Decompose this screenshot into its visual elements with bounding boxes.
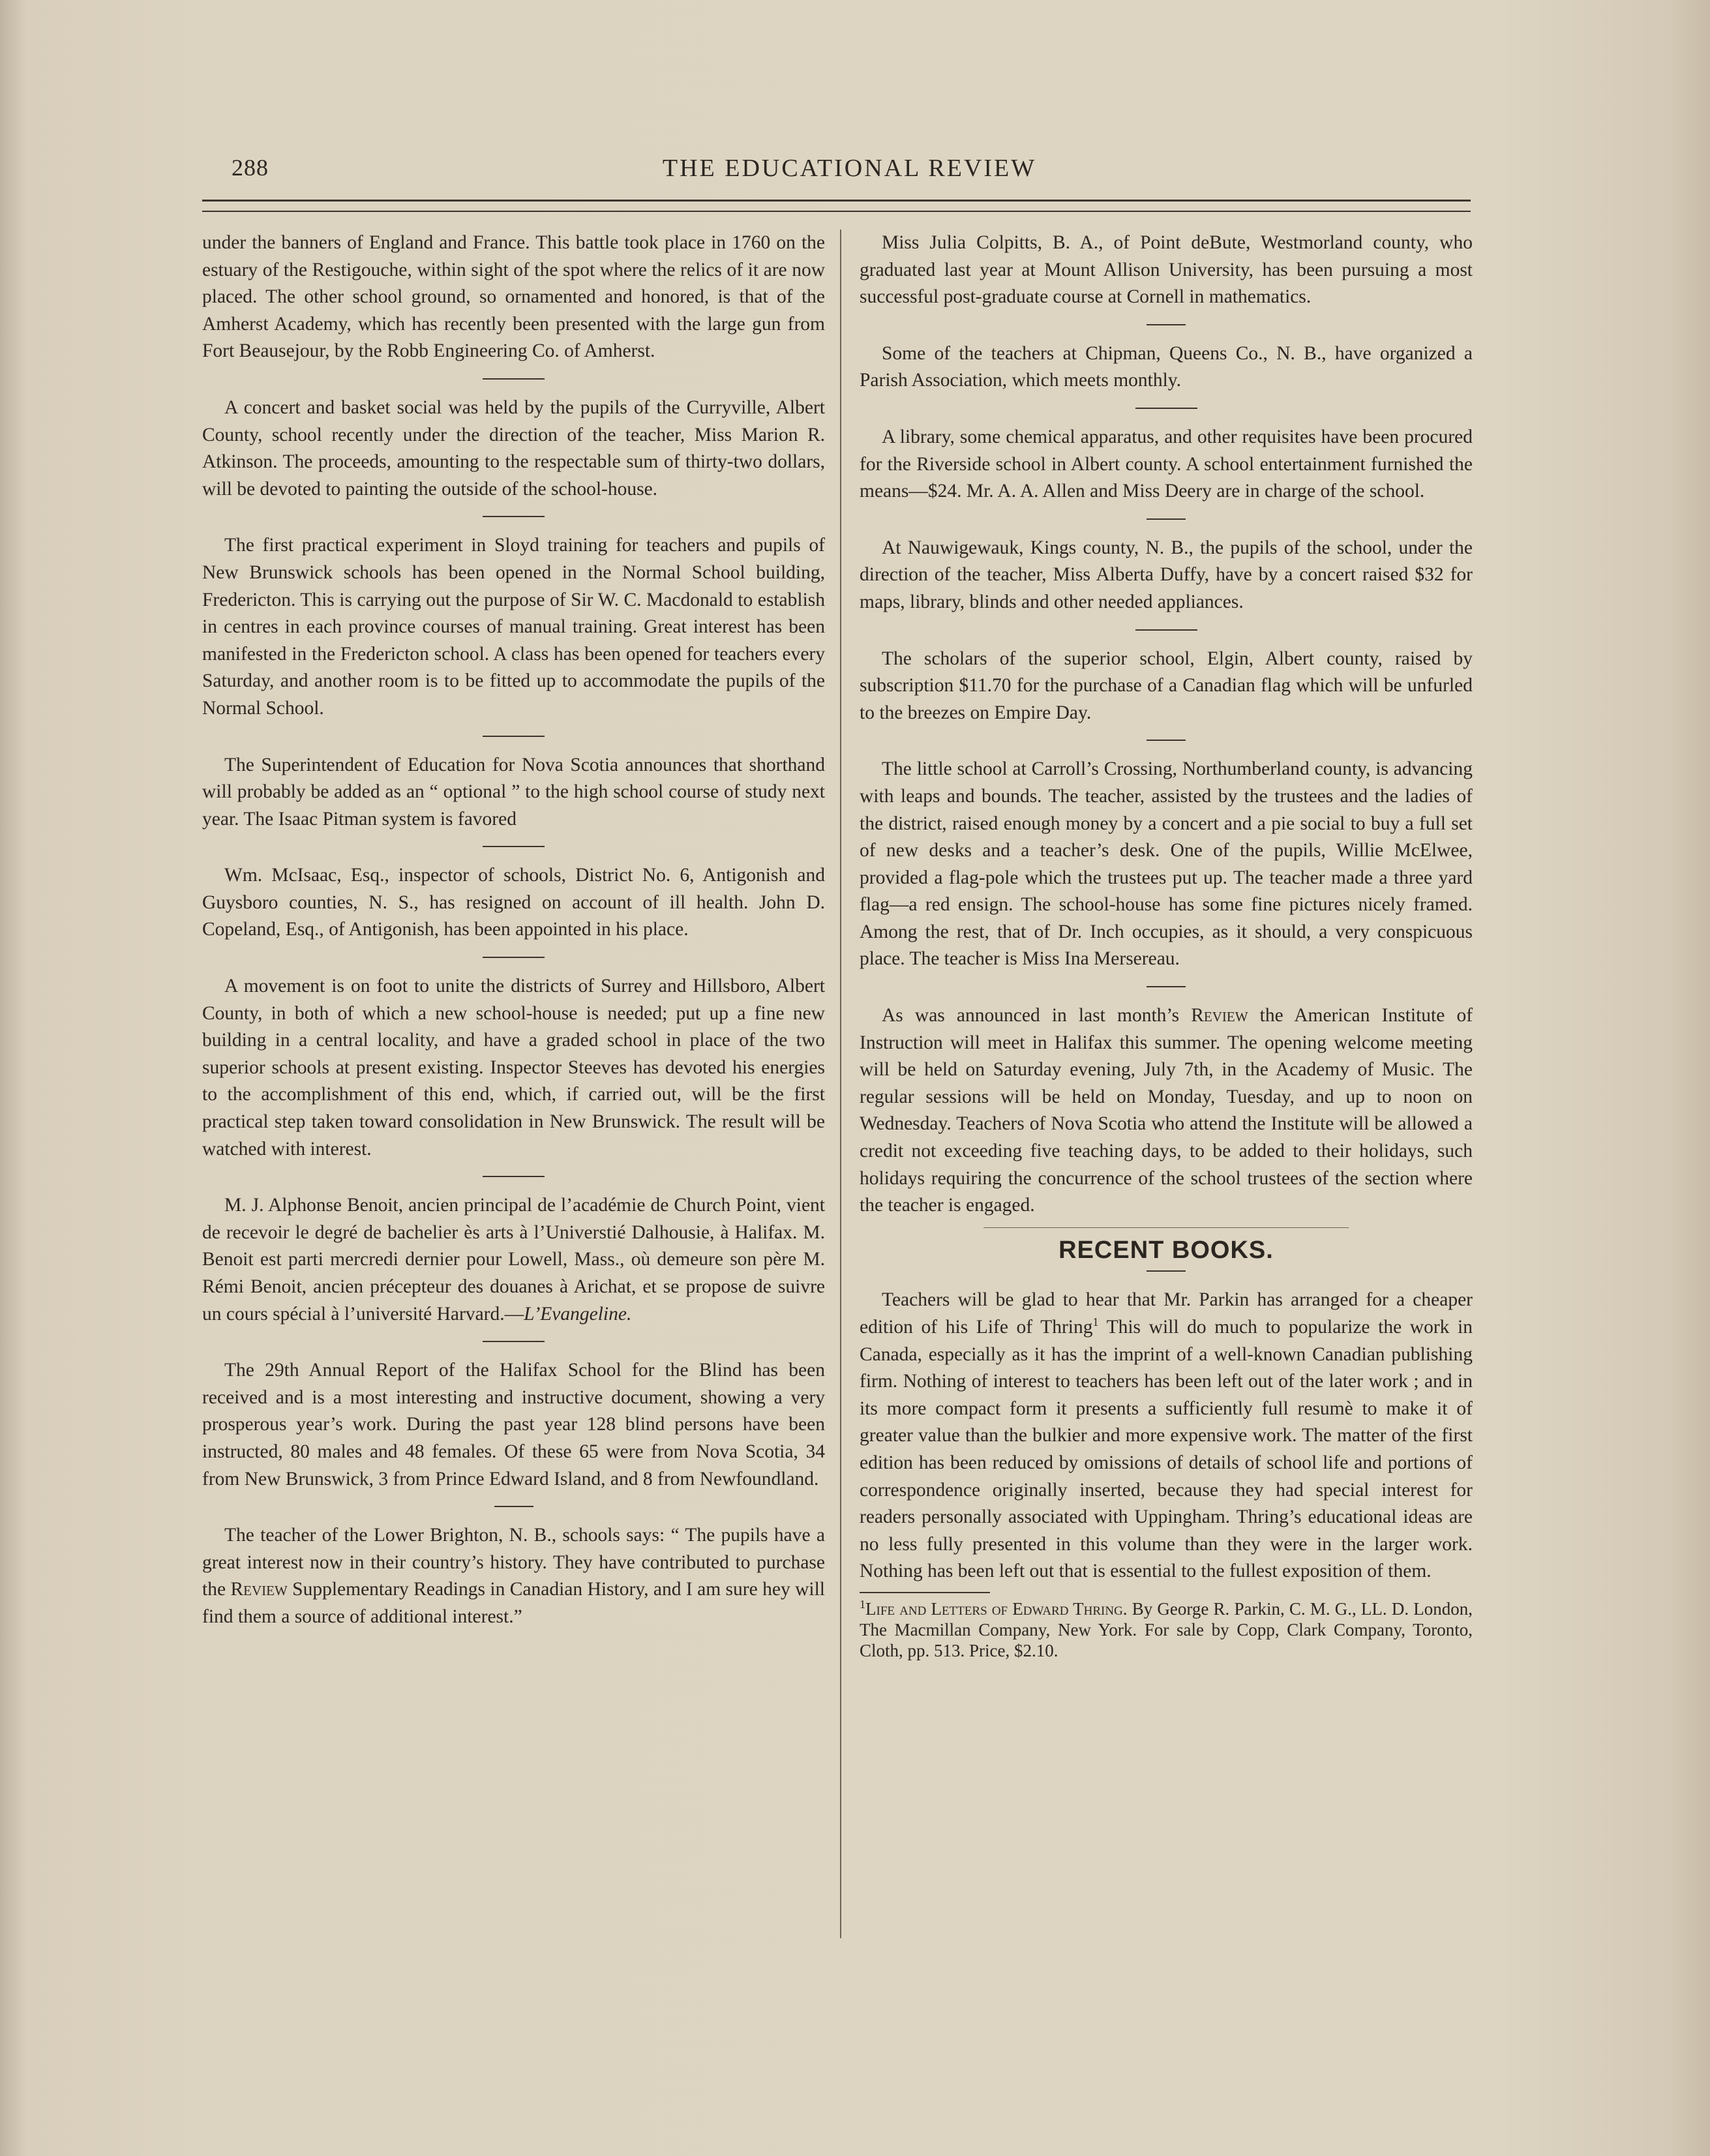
news-item-text: Wm. McIsaac, Esq., inspector of schools, District No. 6, Antigonish and Guysboro counties, N. S., has resigned on account of ill health. John D. Copeland, Esq., of Antigonish, has been appointed in his place. — [202, 865, 825, 940]
section-rule — [983, 1227, 1349, 1228]
item-separator — [1135, 629, 1197, 631]
footnote-book-title: Life and Letters of Edward Thring. — [865, 1598, 1128, 1619]
right-column — [860, 230, 1473, 1661]
news-item-text: As was announced in last month’s Review the American Institute of Instruction will meet in Halifax this summer. The opening welcome meeting will be held on Saturday evening, July 7th, in the Academy of Music. The regular sessions will be held on Monday, Tuesday, and up to noon on Wednesday. Teachers of Nova Scotia who attend the Institute will be allowed a credit not exceeding five teaching days, to be added to their holidays, such holidays requiring the concurrence of the school trustees of the section where the teacher is engaged. — [860, 1005, 1473, 1216]
item-separator — [483, 846, 545, 847]
item-separator — [1135, 408, 1197, 409]
news-item — [202, 1192, 825, 1328]
review-name: Review — [1191, 1005, 1248, 1026]
news-item-source: L’Evangeline. — [524, 1303, 632, 1325]
news-item-text: A library, some chemical apparatus, and other requisites have been procured for the Riverside school in Albert county. A school entertainment furnished the means—$24. Mr. A. A. Allen and Miss Deery are in charge of the school. — [860, 426, 1473, 502]
review-name: Review — [230, 1579, 288, 1600]
footnote — [860, 1598, 1473, 1661]
footnote-reference: 1 — [1092, 1315, 1099, 1329]
news-item — [860, 230, 1473, 311]
news-item — [202, 1522, 825, 1630]
item-separator — [1147, 986, 1186, 987]
news-item-text: under the banners of England and France. This battle took place in 1760 on the estuary of the Restigouche, within sight of the spot where the relics of it are now placed. The other school ground, so ornamented and honored, is that of the Amherst Academy, which has recently been presented with the large gun from Fort Beausejour, by the Robb Engineering Co. of Amherst. — [202, 232, 825, 362]
header-double-rule — [202, 200, 1471, 212]
news-item — [202, 973, 825, 1163]
news-item-text: The first practical experiment in Sloyd training for teachers and pupils of New Brunswick schools has been opened in the Normal School building, Fredericton. This is carrying out the purpose of Sir W. C. Macdonald to establish in centres in each province courses of manual training. Great interest has been manifested in the Fredericton school. A class has been opened for teachers every Saturday, and another room is to be fitted up to accommodate the pupils of the Normal School. — [202, 535, 825, 719]
page-number: 288 — [232, 155, 269, 181]
news-item — [202, 395, 825, 503]
news-item-text: The scholars of the superior school, Elgin, Albert county, raised by subscription $11.70 for the purchase of a Canadian flag which will be unfurled to the breezes on Empire Day. — [860, 648, 1473, 723]
book-review-text: Teachers will be glad to hear that Mr. Parkin has arranged for a cheaper edition of his Life of Thring$^1$ This will do much to popularize the work in Canada, especially as it has the imprint of a well-known Canadian publishing firm. Nothing of interest to teachers has been left out of the later work ; and in its more compact form it presents a sufficiently full resumè to make it of greater value than the bulkier and more expensive work. The matter of the first edition has been reduced by omissions of details of school life and portions of correspondence originally inserted, because they had special interest for readers personally associated with Uppingham. Thring’s educational ideas are no less fully presented in this volume than they were in the larger work. Nothing has been left out that is essential to the fullest exposition of them. — [860, 1289, 1473, 1582]
item-separator — [1147, 324, 1186, 325]
item-separator — [483, 516, 545, 517]
item-separator — [1147, 518, 1186, 520]
footnote-marker: 1 — [860, 1597, 865, 1611]
news-item-text: Some of the teachers at Chipman, Queens Co., N. B., have organized a Parish Association, which meets monthly. — [860, 342, 1473, 391]
news-item — [202, 1357, 825, 1493]
news-item — [202, 532, 825, 722]
news-item-text: The 29th Annual Report of the Halifax School for the Blind has been received and is a most interesting and instructive document, showing a very prosperous year’s work. During the past year 128 blind persons have been instructed, 80 males and 48 females. Of these 65 were from Nova Scotia, 34 from New Brunswick, 3 from Prince Edward Island, and 8 from Newfoundland. — [202, 1360, 825, 1490]
news-item-text: The teacher of the Lower Brighton, N. B., schools says: “ The pupils have a great interest now in their country’s history. They have contributed to purchase the Review Supplementary Readings in Canadian History, and I am sure hey will find them a source of additional interest.” — [202, 1525, 825, 1627]
item-separator — [483, 1176, 545, 1177]
news-item-french-text: M. J. Alphonse Benoit, ancien principal de l’académie de Church Point, vient de recevoir le degré de bachelier ès arts à l’Universtié Dalhousie, à Halifax. M. Benoit est parti mercredi dernier pour Lowell, Mass., où demeure son père M. Rémi Benoit, ancien précepteur des douanes à Arichat, et se propose de suivre un cours spécial à l’université Harvard.— — [202, 1195, 825, 1325]
news-item-text: A movement is on foot to unite the districts of Surrey and Hillsboro, Albert County, in both of which a new school-house is needed; put up a fine new building in a central locality, and have a graded school in place of the two superior schools at present existing. Inspector Steeves has devoted his energies to the accomplishment of this end, which, if carried out, will be the first practical step taken toward consolidation in New Brunswick. The result will be watched with interest. — [202, 976, 825, 1160]
left-column — [202, 230, 825, 1631]
footnote-rule — [860, 1592, 990, 1593]
news-item — [860, 646, 1473, 727]
news-item — [202, 230, 825, 365]
news-item — [860, 340, 1473, 395]
book-review — [860, 1287, 1473, 1585]
item-separator — [483, 736, 545, 737]
column-divider — [840, 230, 841, 1938]
item-separator — [483, 957, 545, 958]
footnote-text: By George R. Parkin, C. M. G., LL. D. London, The Macmillan Company, New York. For sale by Copp, Clark Company, Toronto, Cloth, pp. 513. Price, $2.10. — [860, 1598, 1473, 1660]
item-separator — [483, 378, 545, 380]
news-item-text — [202, 1192, 825, 1328]
news-item — [860, 535, 1473, 616]
news-item — [860, 424, 1473, 505]
news-item-text: A concert and basket social was held by the pupils of the Curryville, Albert County, school recently under the direction of the teacher, Miss Marion R. Atkinson. The proceeds, amounting to the respectable sum of thirty-two dollars, will be devoted to painting the outside of the school-house. — [202, 397, 825, 500]
item-separator — [483, 1341, 545, 1342]
news-item — [202, 752, 825, 833]
page-header — [232, 154, 1467, 193]
news-item — [860, 756, 1473, 973]
news-item — [202, 862, 825, 944]
news-item-text: The Superintendent of Education for Nova Scotia announces that shorthand will probably be added as an “ optional ” to the high school course of study next year. The Isaac Pitman system is favored — [202, 754, 825, 830]
item-separator — [494, 1506, 533, 1507]
recent-books-heading: RECENT BOOKS. — [1058, 1236, 1274, 1264]
news-item-text: At Nauwigewauk, Kings county, N. B., the pupils of the school, under the direction of the teacher, Miss Alberta Duffy, have by a concert raised $32 for maps, library, blinds and other needed appliances. — [860, 537, 1473, 612]
news-item-text: Miss Julia Colpitts, B. A., of Point deBute, Westmorland county, who graduated last year at Mount Allison University, has been pursuing a most successful post-graduate course at Cornell in mathematics. — [860, 232, 1473, 308]
news-item — [860, 1002, 1473, 1220]
news-item-text: The little school at Carroll’s Crossing, Northumberland county, is advancing with leaps and bounds. The teacher, assisted by the trustees and the ladies of the district, raised enough money by a concert and a pie social to buy a full set of new desks and a teacher’s desk. One of the pupils, Willie McElwee, provided a flag-pole which the trustees put up. The teacher made a three yard flag—a red ensign. The school-house has some fine pictures nicely framed. Among the rest, that of Dr. Inch occupies, as it should, a very conspicuous place. The teacher is Miss Ina Mersereau. — [860, 758, 1473, 970]
heading-separator — [1147, 1270, 1186, 1272]
item-separator — [1147, 740, 1186, 741]
running-title: THE EDUCATIONAL REVIEW — [662, 155, 1037, 182]
